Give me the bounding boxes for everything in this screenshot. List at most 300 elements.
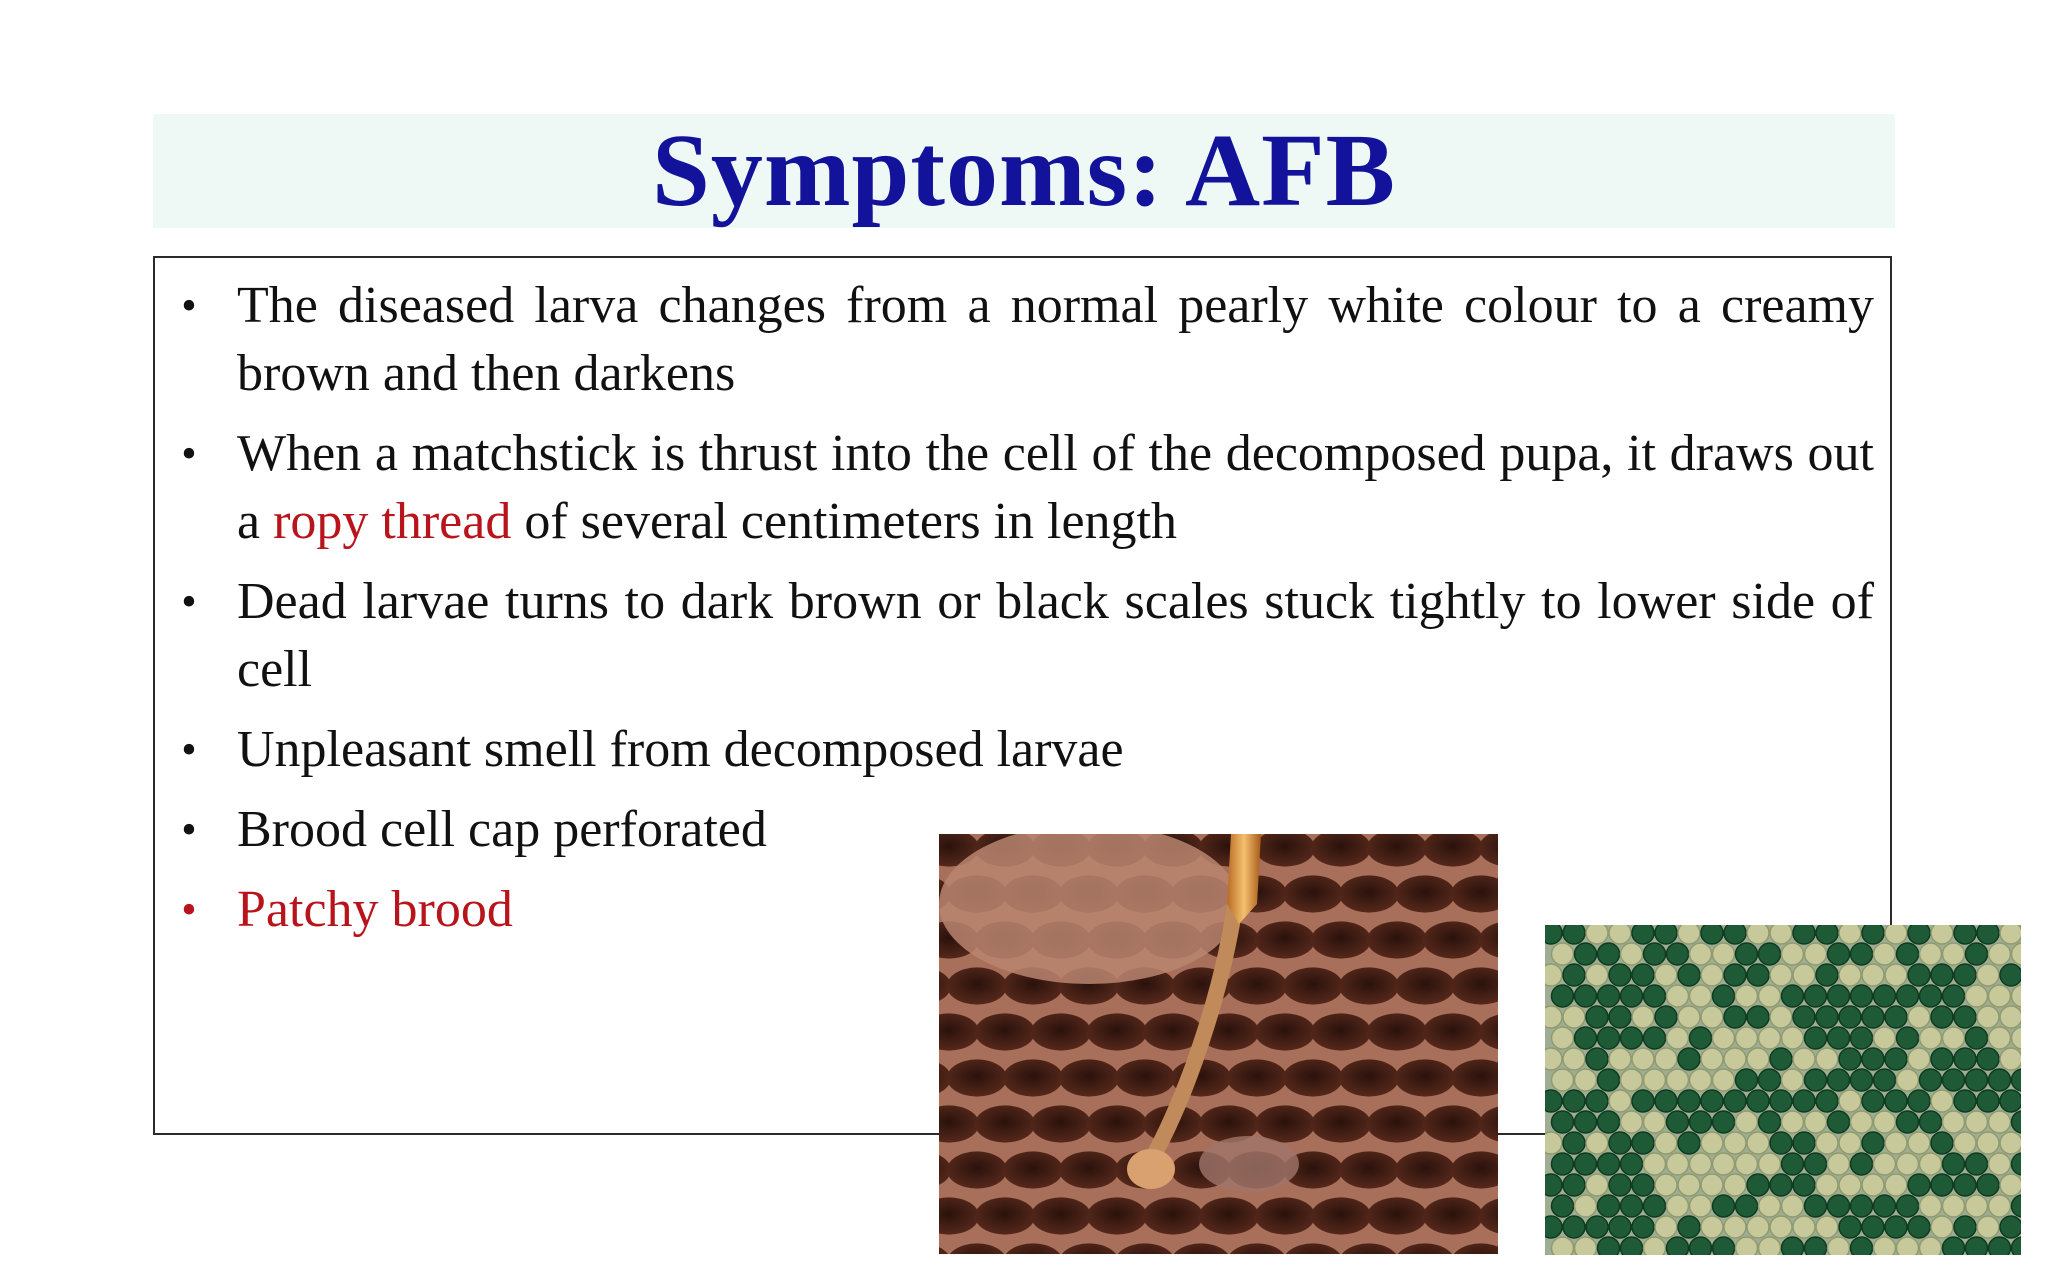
capped-brood-cell — [1621, 1195, 1643, 1217]
capped-brood-cell — [1713, 985, 1735, 1007]
capped-brood-cell — [1897, 943, 1919, 965]
capped-brood-cell — [1609, 1174, 1631, 1196]
empty-cell — [1724, 1132, 1746, 1154]
empty-cell — [1545, 1006, 1562, 1028]
capped-brood-cell — [1805, 1153, 1827, 1175]
empty-cell — [1667, 1195, 1689, 1217]
capped-brood-cell — [1586, 1006, 1608, 1028]
capped-brood-cell — [1805, 985, 1827, 1007]
empty-cell — [1678, 925, 1700, 944]
capped-brood-cell — [1713, 1111, 1735, 1133]
capped-brood-cell — [1678, 1216, 1700, 1238]
capped-brood-cell — [1977, 1174, 1999, 1196]
capped-brood-cell — [1598, 943, 1620, 965]
empty-cell — [1759, 985, 1781, 1007]
capped-brood-cell — [1690, 1111, 1712, 1133]
capped-brood-cell — [1770, 1090, 1792, 1112]
capped-brood-cell — [1943, 1069, 1965, 1091]
capped-brood-cell — [1931, 1174, 1953, 1196]
empty-cell — [1828, 1237, 1850, 1255]
capped-brood-cell — [1632, 925, 1654, 944]
capped-brood-cell — [1851, 1027, 1873, 1049]
capped-brood-cell — [1828, 1111, 1850, 1133]
capped-brood-cell — [1575, 1027, 1597, 1049]
comb-cell — [1423, 1197, 1483, 1234]
capped-brood-cell — [1782, 1153, 1804, 1175]
empty-cell — [1839, 1174, 1861, 1196]
empty-cell — [1920, 1153, 1942, 1175]
highlighted-text: ropy thread — [273, 493, 512, 550]
comb-cell — [1395, 1059, 1455, 1096]
empty-cell — [1690, 1069, 1712, 1091]
empty-cell — [1667, 1027, 1689, 1049]
empty-cell — [1586, 964, 1608, 986]
comb-cell — [1395, 967, 1455, 1004]
capped-brood-cell — [1552, 1111, 1574, 1133]
comb-cell — [1255, 1197, 1315, 1234]
empty-cell — [1782, 1027, 1804, 1049]
capped-brood-cell — [1966, 1153, 1988, 1175]
empty-cell — [1563, 1006, 1585, 1028]
capped-brood-cell — [1563, 1132, 1585, 1154]
empty-cell — [1989, 985, 2011, 1007]
empty-cell — [1966, 1111, 1988, 1133]
empty-cell — [1759, 1153, 1781, 1175]
honeycomb-photo — [939, 834, 1498, 1254]
capped-brood-cell — [1770, 1174, 1792, 1196]
empty-cell — [1885, 964, 1907, 986]
capped-brood-cell — [1545, 925, 1562, 944]
comb-cell — [1115, 1059, 1175, 1096]
comb-cell — [1423, 1013, 1483, 1050]
comb-cell — [1367, 1013, 1427, 1050]
empty-cell — [1943, 943, 1965, 965]
comb-cell — [1311, 1197, 1371, 1234]
comb-cell — [1087, 1013, 1147, 1050]
bullet-text: When a matchstick is thrust into the cell of the decomposed pupa, it draws out a — [237, 425, 1874, 550]
capped-brood-cell — [1828, 985, 1850, 1007]
empty-cell — [1874, 1237, 1896, 1255]
empty-cell — [1701, 1132, 1723, 1154]
capped-brood-cell — [1954, 1048, 1976, 1070]
slide-title: Symptoms: AFB — [652, 113, 1396, 228]
bullet-marker: • — [181, 885, 197, 934]
capped-brood-cell — [1793, 1006, 1815, 1028]
comb-cell — [975, 1105, 1035, 1142]
comb-cell — [1087, 1105, 1147, 1142]
empty-cell — [1816, 1132, 1838, 1154]
empty-cell — [1644, 1069, 1666, 1091]
capped-brood-cell — [1851, 1195, 1873, 1217]
empty-cell — [1770, 925, 1792, 944]
bullet-marker: • — [181, 725, 197, 774]
capped-brood-cell — [1575, 1111, 1597, 1133]
capped-brood-cell — [1851, 943, 1873, 965]
capped-brood-cell — [1713, 1195, 1735, 1217]
capped-brood-cell — [1736, 943, 1758, 965]
empty-cell — [1862, 1174, 1884, 1196]
capped-brood-cell — [1690, 1027, 1712, 1049]
capped-brood-cell — [1989, 1069, 2011, 1091]
capped-brood-cell — [1908, 925, 1930, 944]
capped-brood-cell — [1816, 1090, 1838, 1112]
empty-cell — [1586, 925, 1608, 944]
capped-brood-cell — [1966, 1237, 1988, 1255]
empty-cell — [1793, 964, 1815, 986]
empty-cell — [1805, 943, 1827, 965]
empty-cell — [1920, 943, 1942, 965]
capped-brood-cell — [1908, 1090, 1930, 1112]
capped-brood-cell — [1724, 964, 1746, 986]
empty-cell — [1609, 1090, 1631, 1112]
capped-brood-cell — [1885, 1216, 1907, 1238]
capped-brood-cell — [1632, 1216, 1654, 1238]
empty-cell — [1805, 1111, 1827, 1133]
capped-brood-cell — [1977, 925, 1999, 944]
comb-cell — [975, 1013, 1035, 1050]
capped-brood-cell — [1701, 925, 1723, 944]
bullet-marker: • — [181, 805, 197, 854]
empty-cell — [1874, 1027, 1896, 1049]
capped-brood-cell — [1989, 1237, 2011, 1255]
empty-cell — [1770, 964, 1792, 986]
capped-brood-cell — [1885, 1090, 1907, 1112]
capped-brood-cell — [1545, 1090, 1562, 1112]
capped-brood-cell — [1678, 1048, 1700, 1070]
capped-brood-cell — [1966, 943, 1988, 965]
empty-cell — [1874, 1153, 1896, 1175]
empty-cell — [1655, 1174, 1677, 1196]
capped-brood-cell — [1793, 925, 1815, 944]
comb-cell — [1423, 1105, 1483, 1142]
empty-cell — [1897, 1153, 1919, 1175]
empty-cell — [1954, 1132, 1976, 1154]
capped-brood-cell — [1586, 1090, 1608, 1112]
empty-cell — [1736, 1153, 1758, 1175]
empty-cell — [1977, 964, 1999, 986]
empty-cell — [1736, 1111, 1758, 1133]
comb-cell — [1367, 921, 1427, 958]
empty-cell — [1713, 1153, 1735, 1175]
empty-cell — [1575, 1069, 1597, 1091]
capped-brood-cell — [1828, 1027, 1850, 1049]
capped-brood-cell — [1609, 1006, 1631, 1028]
capped-brood-cell — [1851, 1153, 1873, 1175]
empty-cell — [1839, 1090, 1861, 1112]
capped-brood-cell — [1943, 985, 1965, 1007]
empty-cell — [1552, 1027, 1574, 1049]
empty-cell — [1908, 1048, 1930, 1070]
capped-brood-cell — [1724, 1090, 1746, 1112]
comb-cell — [1087, 1197, 1147, 1234]
comb-cell — [1031, 1105, 1091, 1142]
empty-cell — [1782, 1195, 1804, 1217]
comb-cell — [1339, 967, 1399, 1004]
bullet-marker: • — [181, 577, 197, 626]
empty-cell — [1908, 1006, 1930, 1028]
capped-brood-cell — [1598, 1027, 1620, 1049]
empty-cell — [1759, 1027, 1781, 1049]
capped-brood-cell — [1598, 1153, 1620, 1175]
comb-cell — [1367, 1105, 1427, 1142]
capped-brood-cell — [1586, 1216, 1608, 1238]
bullet-item — [155, 716, 1890, 784]
capped-brood-cell — [1747, 1006, 1769, 1028]
comb-cell — [1423, 921, 1483, 958]
capped-brood-cell — [1931, 1132, 1953, 1154]
capped-brood-cell — [1644, 1027, 1666, 1049]
capped-brood-cell — [1563, 1174, 1585, 1196]
empty-cell — [1782, 943, 1804, 965]
capped-brood-cell — [1805, 1069, 1827, 1091]
comb-cell — [1339, 875, 1399, 912]
capped-brood-cell — [1931, 964, 1953, 986]
comb-cell — [1395, 875, 1455, 912]
capped-brood-cell — [1862, 1216, 1884, 1238]
capped-brood-cell — [1805, 1237, 1827, 1255]
capped-brood-cell — [1632, 1132, 1654, 1154]
capped-brood-cell — [1954, 1006, 1976, 1028]
empty-cell — [1621, 943, 1643, 965]
capped-brood-cell — [1678, 1090, 1700, 1112]
capped-brood-cell — [1701, 1090, 1723, 1112]
empty-cell — [2000, 1132, 2021, 1154]
capped-brood-cell — [1793, 1132, 1815, 1154]
capped-brood-cell — [1736, 1195, 1758, 1217]
empty-cell — [1644, 1237, 1666, 1255]
highlighted-text: Patchy brood — [237, 881, 513, 938]
empty-cell — [1897, 1069, 1919, 1091]
capped-brood-cell — [1598, 985, 1620, 1007]
comb-cell — [1283, 967, 1343, 1004]
empty-cell — [1747, 1132, 1769, 1154]
empty-cell — [2000, 1006, 2021, 1028]
empty-cell — [1609, 1048, 1631, 1070]
capped-brood-cell — [1747, 964, 1769, 986]
empty-cell — [1989, 1195, 2011, 1217]
empty-cell — [1690, 1195, 1712, 1217]
capped-brood-cell — [1828, 943, 1850, 965]
comb-cell — [1199, 1197, 1259, 1234]
empty-cell — [1862, 964, 1884, 986]
comb-cell — [1395, 1151, 1455, 1188]
comb-cell — [1059, 1059, 1119, 1096]
capped-brood-cell — [1839, 1006, 1861, 1028]
capped-brood-cell — [1655, 1006, 1677, 1028]
bullet-item — [155, 272, 1890, 408]
capped-brood-cell — [1736, 1069, 1758, 1091]
capped-brood-cell — [2000, 1216, 2021, 1238]
capped-brood-cell — [1609, 1216, 1631, 1238]
empty-cell — [1552, 1069, 1574, 1091]
capped-brood-cell — [1897, 1195, 1919, 1217]
empty-cell — [1943, 1111, 1965, 1133]
capped-brood-cell — [1908, 964, 1930, 986]
capped-brood-cell — [1874, 1069, 1896, 1091]
comb-cell — [1255, 921, 1315, 958]
empty-cell — [1586, 1174, 1608, 1196]
empty-cell — [1713, 1069, 1735, 1091]
bullet-marker: • — [181, 281, 197, 330]
empty-cell — [1851, 1111, 1873, 1133]
capped-brood-cell — [1920, 1069, 1942, 1091]
empty-cell — [1575, 1195, 1597, 1217]
empty-cell — [1632, 1006, 1654, 1028]
empty-cell — [1839, 964, 1861, 986]
empty-cell — [1552, 1237, 1574, 1255]
capped-brood-cell — [1598, 1237, 1620, 1255]
ropy-thread-end — [1127, 1149, 1175, 1189]
capped-brood-cell — [1816, 1006, 1838, 1028]
empty-cell — [1632, 1048, 1654, 1070]
empty-cell — [1816, 1216, 1838, 1238]
capped-brood-cell — [1920, 985, 1942, 1007]
empty-cell — [1908, 1132, 1930, 1154]
capped-brood-cell — [1563, 925, 1585, 944]
capped-brood-cell — [1954, 1216, 1976, 1238]
comb-cell — [1003, 1059, 1063, 1096]
capped-brood-cell — [1632, 964, 1654, 986]
empty-cell — [1770, 1006, 1792, 1028]
empty-cell — [1667, 1153, 1689, 1175]
capped-brood-cell — [1851, 985, 1873, 1007]
capped-brood-cell — [1793, 1174, 1815, 1196]
capped-brood-cell — [1678, 1132, 1700, 1154]
capped-brood-cell — [1954, 925, 1976, 944]
empty-cell — [1966, 1195, 1988, 1217]
empty-cell — [1724, 1174, 1746, 1196]
empty-cell — [1655, 1132, 1677, 1154]
capped-brood-cell — [1609, 1132, 1631, 1154]
capped-brood-cell — [1908, 1216, 1930, 1238]
empty-cell — [1701, 1006, 1723, 1028]
capped-brood-cell — [1759, 1111, 1781, 1133]
capped-brood-cell — [1632, 1090, 1654, 1112]
empty-cell — [1575, 1237, 1597, 1255]
empty-cell — [1621, 1069, 1643, 1091]
empty-cell — [1690, 1153, 1712, 1175]
capped-brood-cell — [1586, 1048, 1608, 1070]
empty-cell — [1736, 1027, 1758, 1049]
empty-cell — [1816, 1048, 1838, 1070]
empty-cell — [1931, 1090, 1953, 1112]
empty-cell — [1989, 1153, 2011, 1175]
capped-brood-cell — [1782, 985, 1804, 1007]
capped-brood-cell — [1552, 1153, 1574, 1175]
capped-brood-cell — [1908, 1174, 1930, 1196]
empty-cell — [2000, 1174, 2021, 1196]
capped-brood-cell — [1862, 1006, 1884, 1028]
capped-brood-cell — [1644, 1195, 1666, 1217]
capped-brood-cell — [1678, 964, 1700, 986]
capped-brood-cell — [1828, 1069, 1850, 1091]
empty-cell — [1977, 1216, 1999, 1238]
empty-cell — [1552, 943, 1574, 965]
capped-brood-cell — [1598, 1111, 1620, 1133]
comb-cell — [1227, 1059, 1287, 1096]
capped-brood-cell — [1632, 1174, 1654, 1196]
empty-cell — [1713, 1027, 1735, 1049]
capped-brood-cell — [1943, 1237, 1965, 1255]
capped-brood-cell — [1954, 964, 1976, 986]
capped-brood-cell — [1885, 1006, 1907, 1028]
comb-cell — [1339, 1151, 1399, 1188]
empty-cell — [1759, 1195, 1781, 1217]
capped-brood-cell — [1862, 1132, 1884, 1154]
empty-cell — [1701, 964, 1723, 986]
capped-brood-cell — [1931, 1006, 1953, 1028]
comb-cell — [1255, 1105, 1315, 1142]
capped-brood-cell — [1563, 964, 1585, 986]
capped-brood-cell — [1690, 1237, 1712, 1255]
capped-brood-cell — [1977, 1090, 1999, 1112]
comb-cell — [1283, 875, 1343, 912]
capped-brood-cell — [1954, 1090, 1976, 1112]
empty-cell — [1644, 1153, 1666, 1175]
empty-cell — [1828, 1153, 1850, 1175]
empty-cell — [1931, 1216, 1953, 1238]
capped-brood-cell — [1862, 925, 1884, 944]
capped-brood-cell — [1575, 1153, 1597, 1175]
empty-cell — [1678, 1006, 1700, 1028]
capped-brood-cell — [1575, 985, 1597, 1007]
comb-cell — [1311, 1105, 1371, 1142]
empty-cell — [1678, 1174, 1700, 1196]
empty-cell — [1655, 1216, 1677, 1238]
empty-cell — [1920, 1195, 1942, 1217]
empty-cell — [1920, 1237, 1942, 1255]
comb-cell — [1031, 1197, 1091, 1234]
capped-brood-cell — [1598, 1069, 1620, 1091]
empty-cell — [1724, 1216, 1746, 1238]
capped-brood-cell — [1667, 943, 1689, 965]
empty-cell — [1655, 964, 1677, 986]
capped-brood-cell — [1655, 1090, 1677, 1112]
comb-cell — [1367, 1197, 1427, 1234]
comb-cell — [1227, 967, 1287, 1004]
capped-brood-cell — [1552, 1195, 1574, 1217]
capped-brood-cell — [1552, 985, 1574, 1007]
empty-cell — [1977, 1132, 1999, 1154]
empty-cell — [1667, 985, 1689, 1007]
capped-brood-cell — [1782, 1237, 1804, 1255]
capped-brood-cell — [1966, 1069, 1988, 1091]
capped-brood-cell — [1897, 1111, 1919, 1133]
empty-cell — [2000, 1048, 2021, 1070]
capped-brood-cell — [1816, 964, 1838, 986]
empty-cell — [1782, 1111, 1804, 1133]
capped-brood-cell — [1621, 1153, 1643, 1175]
empty-cell — [1989, 1111, 2011, 1133]
capped-brood-cell — [1667, 1111, 1689, 1133]
empty-cell — [1644, 1111, 1666, 1133]
empty-cell — [1621, 1111, 1643, 1133]
bullet-item — [155, 420, 1890, 556]
empty-cell — [1701, 1174, 1723, 1196]
capped-brood-cell — [1770, 1132, 1792, 1154]
title-band — [153, 114, 1895, 228]
empty-cell — [1724, 1048, 1746, 1070]
empty-cell — [1545, 1132, 1562, 1154]
empty-cell — [1736, 1237, 1758, 1255]
honeycomb-ropy-thread-icon — [939, 834, 1498, 1254]
bullet-text: Brood cell cap perforated — [237, 801, 767, 858]
comb-cell — [1143, 1197, 1203, 1234]
empty-cell — [1885, 925, 1907, 944]
bullet-item — [155, 568, 1890, 704]
capped-brood-cell — [1759, 943, 1781, 965]
capped-brood-cell — [1545, 1174, 1562, 1196]
